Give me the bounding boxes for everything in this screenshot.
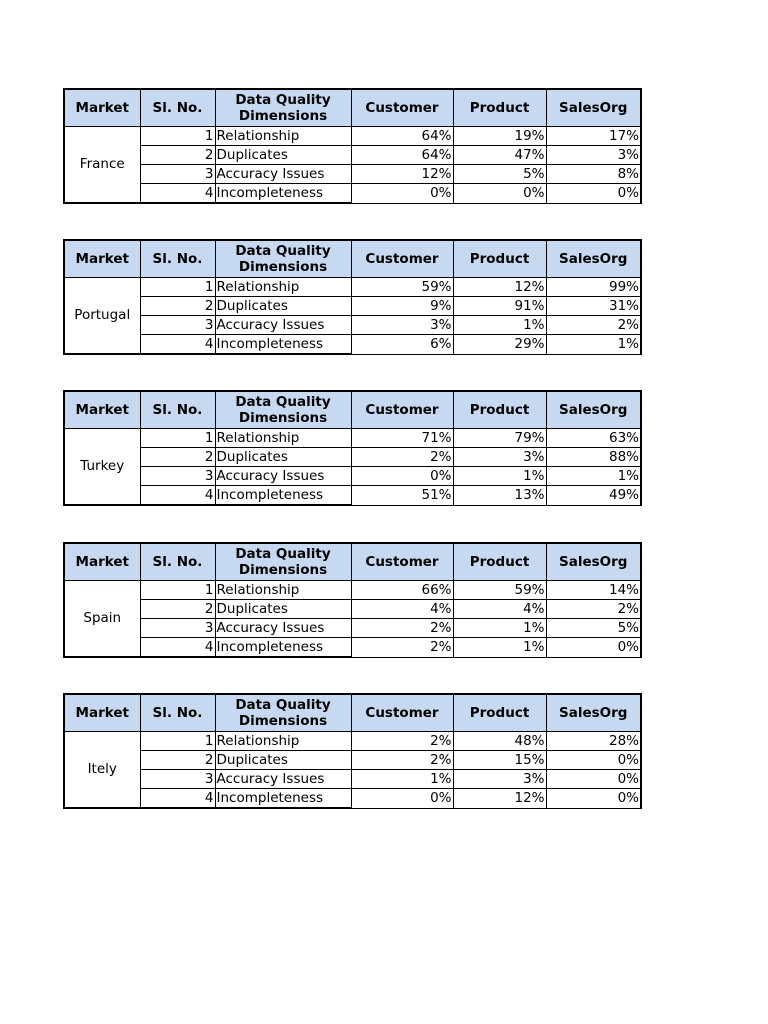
product-cell: 19% — [453, 127, 546, 146]
sl-no-cell: 1 — [140, 581, 215, 600]
salesorg-cell: 0% — [546, 184, 641, 204]
header-dimensions-line2: Dimensions — [238, 410, 328, 426]
header-row — [64, 694, 641, 732]
data-quality-table — [63, 693, 642, 809]
customer-cell: 6% — [351, 335, 453, 355]
customer-cell: 51% — [351, 486, 453, 506]
dimension-cell: Relationship — [215, 127, 351, 146]
customer-cell: 0% — [351, 467, 453, 486]
table-row — [64, 165, 641, 184]
table-row — [64, 638, 641, 658]
salesorg-cell: 0% — [546, 751, 641, 770]
sl-no-cell: 2 — [140, 600, 215, 619]
customer-cell: 2% — [351, 619, 453, 638]
salesorg-cell: 28% — [546, 732, 641, 751]
dimension-cell: Relationship — [215, 581, 351, 600]
product-cell: 4% — [453, 600, 546, 619]
product-cell: 1% — [453, 638, 546, 658]
header-customer: Customer — [351, 543, 453, 581]
header-dimensions-line2: Dimensions — [238, 259, 328, 275]
product-cell: 3% — [453, 448, 546, 467]
salesorg-cell: 2% — [546, 600, 641, 619]
header-sl-no: Sl. No. — [140, 694, 215, 732]
dimension-cell: Duplicates — [215, 751, 351, 770]
table-row — [64, 581, 641, 600]
sl-no-cell: 3 — [140, 316, 215, 335]
salesorg-cell: 3% — [546, 146, 641, 165]
product-cell: 91% — [453, 297, 546, 316]
market-name: Spain — [64, 581, 140, 658]
dimension-cell: Relationship — [215, 278, 351, 297]
salesorg-cell: 1% — [546, 335, 641, 355]
salesorg-cell: 63% — [546, 429, 641, 448]
header-salesorg: SalesOrg — [546, 391, 641, 429]
table-row — [64, 467, 641, 486]
header-row — [64, 543, 641, 581]
customer-cell: 3% — [351, 316, 453, 335]
sl-no-cell: 3 — [140, 467, 215, 486]
sl-no-cell: 1 — [140, 278, 215, 297]
dimension-cell: Incompleteness — [215, 184, 351, 204]
product-cell: 1% — [453, 316, 546, 335]
header-dimensions-line2: Dimensions — [238, 713, 328, 729]
header-sl-no: Sl. No. — [140, 543, 215, 581]
sl-no-cell: 1 — [140, 127, 215, 146]
header-customer: Customer — [351, 89, 453, 127]
header-dimensions-line1: Data Quality — [235, 697, 331, 713]
table-row — [64, 127, 641, 146]
customer-cell: 71% — [351, 429, 453, 448]
data-quality-table — [63, 542, 642, 658]
customer-cell: 1% — [351, 770, 453, 789]
data-quality-table — [63, 390, 642, 506]
sl-no-cell: 1 — [140, 429, 215, 448]
header-product: Product — [453, 543, 546, 581]
market-table-france — [63, 88, 640, 204]
header-dimensions-line2: Dimensions — [238, 562, 328, 578]
header-salesorg: SalesOrg — [546, 543, 641, 581]
header-customer: Customer — [351, 694, 453, 732]
header-product: Product — [453, 240, 546, 278]
data-quality-table — [63, 239, 642, 355]
table-row — [64, 600, 641, 619]
table-row — [64, 732, 641, 751]
header-product: Product — [453, 89, 546, 127]
product-cell: 12% — [453, 789, 546, 809]
market-table-itely — [63, 693, 640, 809]
customer-cell: 64% — [351, 146, 453, 165]
salesorg-cell: 1% — [546, 467, 641, 486]
header-sl-no: Sl. No. — [140, 240, 215, 278]
dimension-cell: Duplicates — [215, 448, 351, 467]
sl-no-cell: 2 — [140, 751, 215, 770]
product-cell: 79% — [453, 429, 546, 448]
dimension-cell: Incompleteness — [215, 335, 351, 355]
table-row — [64, 146, 641, 165]
header-dimensions-line1: Data Quality — [235, 546, 331, 562]
header-market: Market — [64, 240, 140, 278]
sl-no-cell: 4 — [140, 789, 215, 809]
sl-no-cell: 2 — [140, 146, 215, 165]
salesorg-cell: 2% — [546, 316, 641, 335]
salesorg-cell: 88% — [546, 448, 641, 467]
sl-no-cell: 4 — [140, 335, 215, 355]
header-sl-no: Sl. No. — [140, 391, 215, 429]
header-customer: Customer — [351, 240, 453, 278]
table-row — [64, 335, 641, 355]
salesorg-cell: 0% — [546, 789, 641, 809]
sl-no-cell: 3 — [140, 619, 215, 638]
dimension-cell: Accuracy Issues — [215, 619, 351, 638]
dimension-cell: Relationship — [215, 732, 351, 751]
table-row — [64, 770, 641, 789]
product-cell: 13% — [453, 486, 546, 506]
market-name: Portugal — [64, 278, 140, 355]
table-row — [64, 278, 641, 297]
dimension-cell: Incompleteness — [215, 486, 351, 506]
header-dimensions — [215, 391, 351, 429]
product-cell: 59% — [453, 581, 546, 600]
market-name: Itely — [64, 732, 140, 809]
header-dimensions — [215, 240, 351, 278]
header-salesorg: SalesOrg — [546, 240, 641, 278]
salesorg-cell: 17% — [546, 127, 641, 146]
product-cell: 48% — [453, 732, 546, 751]
product-cell: 47% — [453, 146, 546, 165]
header-market: Market — [64, 391, 140, 429]
dimension-cell: Duplicates — [215, 146, 351, 165]
header-row — [64, 240, 641, 278]
sl-no-cell: 2 — [140, 448, 215, 467]
sl-no-cell: 4 — [140, 184, 215, 204]
customer-cell: 4% — [351, 600, 453, 619]
product-cell: 29% — [453, 335, 546, 355]
product-cell: 1% — [453, 619, 546, 638]
header-dimensions-line1: Data Quality — [235, 92, 331, 108]
header-salesorg: SalesOrg — [546, 89, 641, 127]
salesorg-cell: 99% — [546, 278, 641, 297]
header-market: Market — [64, 543, 140, 581]
product-cell: 3% — [453, 770, 546, 789]
header-sl-no: Sl. No. — [140, 89, 215, 127]
table-row — [64, 316, 641, 335]
salesorg-cell: 5% — [546, 619, 641, 638]
product-cell: 15% — [453, 751, 546, 770]
sl-no-cell: 3 — [140, 165, 215, 184]
market-table-spain — [63, 542, 640, 658]
salesorg-cell: 0% — [546, 770, 641, 789]
header-market: Market — [64, 694, 140, 732]
table-row — [64, 184, 641, 204]
sl-no-cell: 4 — [140, 638, 215, 658]
product-cell: 1% — [453, 467, 546, 486]
header-product: Product — [453, 391, 546, 429]
header-salesorg: SalesOrg — [546, 694, 641, 732]
customer-cell: 0% — [351, 184, 453, 204]
customer-cell: 59% — [351, 278, 453, 297]
header-row — [64, 89, 641, 127]
header-dimensions — [215, 694, 351, 732]
customer-cell: 9% — [351, 297, 453, 316]
header-dimensions-line1: Data Quality — [235, 394, 331, 410]
sl-no-cell: 4 — [140, 486, 215, 506]
salesorg-cell: 31% — [546, 297, 641, 316]
header-market: Market — [64, 89, 140, 127]
customer-cell: 0% — [351, 789, 453, 809]
salesorg-cell: 8% — [546, 165, 641, 184]
salesorg-cell: 0% — [546, 638, 641, 658]
dimension-cell: Duplicates — [215, 297, 351, 316]
salesorg-cell: 14% — [546, 581, 641, 600]
customer-cell: 2% — [351, 638, 453, 658]
market-name: Turkey — [64, 429, 140, 506]
product-cell: 0% — [453, 184, 546, 204]
customer-cell: 2% — [351, 751, 453, 770]
sl-no-cell: 3 — [140, 770, 215, 789]
product-cell: 12% — [453, 278, 546, 297]
customer-cell: 66% — [351, 581, 453, 600]
header-dimensions — [215, 543, 351, 581]
customer-cell: 2% — [351, 732, 453, 751]
data-quality-table — [63, 88, 642, 204]
dimension-cell: Accuracy Issues — [215, 165, 351, 184]
dimension-cell: Accuracy Issues — [215, 316, 351, 335]
sl-no-cell: 1 — [140, 732, 215, 751]
market-name: France — [64, 127, 140, 204]
salesorg-cell: 49% — [546, 486, 641, 506]
header-dimensions-line1: Data Quality — [235, 243, 331, 259]
table-row — [64, 789, 641, 809]
table-row — [64, 429, 641, 448]
dimension-cell: Incompleteness — [215, 638, 351, 658]
market-table-portugal — [63, 239, 640, 355]
dimension-cell: Accuracy Issues — [215, 770, 351, 789]
dimension-cell: Relationship — [215, 429, 351, 448]
header-dimensions — [215, 89, 351, 127]
table-row — [64, 297, 641, 316]
sl-no-cell: 2 — [140, 297, 215, 316]
header-customer: Customer — [351, 391, 453, 429]
header-product: Product — [453, 694, 546, 732]
customer-cell: 64% — [351, 127, 453, 146]
customer-cell: 12% — [351, 165, 453, 184]
table-row — [64, 448, 641, 467]
dimension-cell: Incompleteness — [215, 789, 351, 809]
customer-cell: 2% — [351, 448, 453, 467]
dimension-cell: Accuracy Issues — [215, 467, 351, 486]
table-row — [64, 486, 641, 506]
product-cell: 5% — [453, 165, 546, 184]
table-row — [64, 751, 641, 770]
header-dimensions-line2: Dimensions — [238, 108, 328, 124]
market-table-turkey — [63, 390, 640, 506]
dimension-cell: Duplicates — [215, 600, 351, 619]
table-row — [64, 619, 641, 638]
header-row — [64, 391, 641, 429]
